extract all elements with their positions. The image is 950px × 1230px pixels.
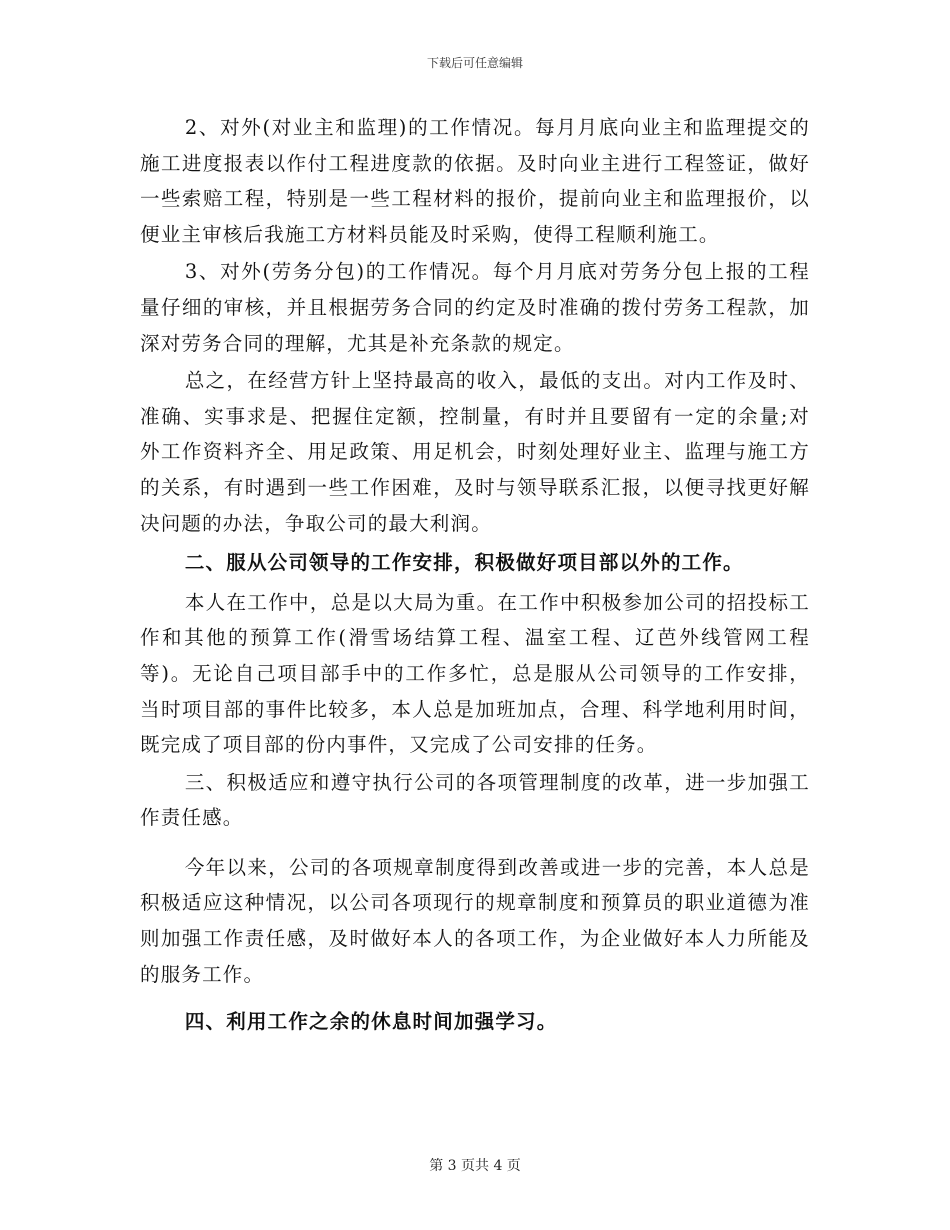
paragraph-section-2-body: 本人在工作中，总是以大局为重。在工作中积极参加公司的招投标工作和其他的预算工作(滑雪场结算工程、温室工程、辽芭外线管网工程等)。无论自己项目部手中的工作多忙，总是服从公司领导的工作安排，当时项目部的事件比较多，本人总是加班加点，合理、科学地利用时间，既完成了项目部的份内事件，又完成了公司安排的任务。 (140, 590, 810, 757)
page-header: 下载后可任意编辑 (426, 56, 523, 70)
paragraph-section-3-body: 今年以来，公司的各项规章制度得到改善或进一步的完善，本人总是积极适应这种情况，以公司各项现行的规章制度和预算员的职业道德为准则加强工作责任感，及时做好本人的各项工作，为企业做好本人力所能及的服务工作。 (140, 855, 810, 986)
paragraph-external-owner-supervisor: 2、对外(对业主和监理)的工作情况。每月月底向业主和监理提交的施工进度报表以作付工程进度款的依据。及时向业主进行工程签证，做好一些索赔工程，特别是一些工程材料的报价，提前向业主和监理报价，以便业主审核后我施工方材料员能及时采购，使得工程顺利施工。 (140, 116, 810, 246)
paragraph-summary: 总之，在经营方针上坚持最高的收入，最低的支出。对内工作及时、准确、实事求是、把握住定额，控制量，有时并且要留有一定的余量;对外工作资料齐全、用足政策、用足机会，时刻处理好业主、监理与施工方的关系，有时遇到一些工作困难，及时与领导联系汇报，以便寻找更好解决问题的办法，争取公司的最大利润。 (140, 369, 810, 535)
page-number: 第 3 页共 4 页 (429, 1158, 521, 1174)
section-heading-2: 二、服从公司领导的工作安排，积极做好项目部以外的工作。 (184, 551, 744, 575)
section-heading-3: 三、积极适应和遵守执行公司的各项管理制度的改革，进一步加强工作责任感。 (140, 770, 810, 830)
paragraph-external-labor-subcontract: 3、对外(劳务分包)的工作情况。每个月月底对劳务分包上报的工程量仔细的审核，并且根据劳务合同的约定及时准确的拨付劳务工程款，加深对劳务合同的理解，尤其是补充条款的规定。 (140, 260, 810, 355)
document-body (140, 110, 810, 1040)
section-heading-4: 四、利用工作之余的休息时间加强学习。 (184, 1010, 558, 1034)
